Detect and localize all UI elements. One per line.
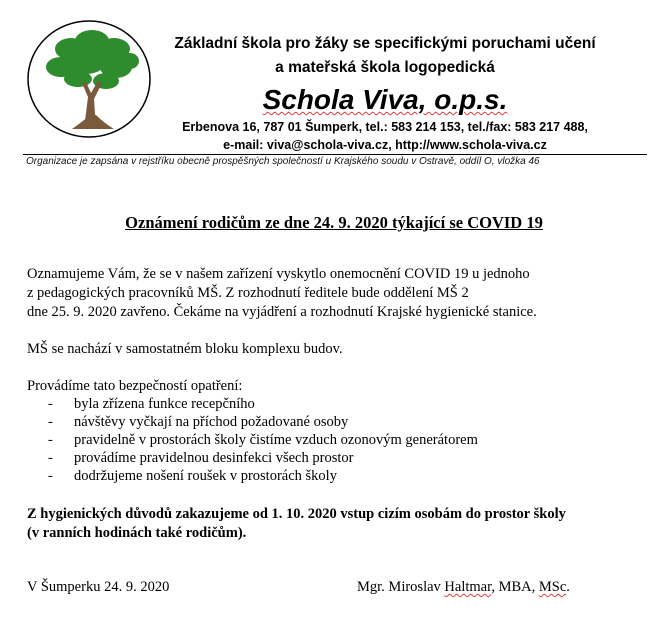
place-and-date: V Šumperku 24. 9. 2020 (27, 579, 170, 595)
paragraph-1-line-3: dne 25. 9. 2020 zavřeno. Čekáme na vyjádření a rozhodnutí Krajské hygienické stanice. (27, 304, 537, 320)
web-link[interactable]: http://www.schola-viva.cz (395, 138, 547, 152)
signature-end: . (566, 579, 570, 595)
school-name-line2: a mateřská škola logopedická (275, 59, 495, 76)
organization-name (150, 84, 620, 116)
registry-note: Organizace je zapsána v rejstříku obecně prospěšných společností u Krajského soudu v Ostravě, oddíl O, vložka 46 (26, 156, 540, 167)
contact-prefix: e-mail: (223, 138, 267, 152)
email-link[interactable]: viva@schola-viva.cz (266, 138, 389, 152)
notice-title: Oznámení rodičům ze dne 24. 9. 2020 týkající se COVID 19 (125, 213, 543, 232)
bullet-dash: - (48, 468, 53, 484)
measure-item: návštěvy vyčkají na příchod požadované osoby (74, 414, 349, 430)
signature-surname: Haltmar (444, 579, 492, 595)
measure-item: pravidelně v prostorách školy čistíme vzduch ozonovým generátorem (74, 432, 478, 448)
signature-name: Mgr. Miroslav (357, 579, 445, 595)
bullet-dash: - (48, 414, 53, 430)
measure-item: byla zřízena funkce recepčního (74, 396, 255, 412)
organization-name-text: Schola Viva, o.p.s. (262, 84, 508, 115)
school-contact (150, 138, 620, 152)
warning-line-1: Z hygienických důvodů zakazujeme od 1. 10. 2020 vstup cizím osobám do prostor školy (27, 506, 566, 522)
signature-title: MSc (538, 579, 567, 595)
measures-intro: Provádíme tato bezpečností opatření: (27, 378, 243, 394)
bullet-dash: - (48, 396, 53, 412)
contact-separator: , (388, 138, 396, 152)
paragraph-1-line-1: Oznamujeme Vám, že se v našem zařízení vyskytlo onemocnění COVID 19 u jednoho (27, 266, 530, 282)
school-name-line1: Základní škola pro žáky se specifickými poruchami učení (174, 35, 596, 52)
measure-item: dodržujeme nošení roušek v prostorách školy (74, 468, 337, 484)
bullet-dash: - (48, 450, 53, 466)
bullet-dash: - (48, 432, 53, 448)
header-divider (23, 154, 647, 155)
paragraph-2: MŠ se nachází v samostatném bloku komplexu budov. (27, 341, 343, 357)
measure-item: provádíme pravidelnou desinfekci všech prostor (74, 450, 354, 466)
warning-line-2: (v ranních hodinách také rodičům). (27, 525, 247, 541)
school-address: Erbenova 16, 787 01 Šumperk, tel.: 583 214 153, tel./fax: 583 217 488, (182, 120, 588, 134)
paragraph-1-line-2: z pedagogických pracovníků MŠ. Z rozhodnutí ředitele bude oddělení MŠ 2 (27, 285, 469, 301)
signature-mid: , MBA, (491, 579, 539, 595)
school-logo-tree (26, 19, 152, 139)
signature (357, 579, 570, 596)
